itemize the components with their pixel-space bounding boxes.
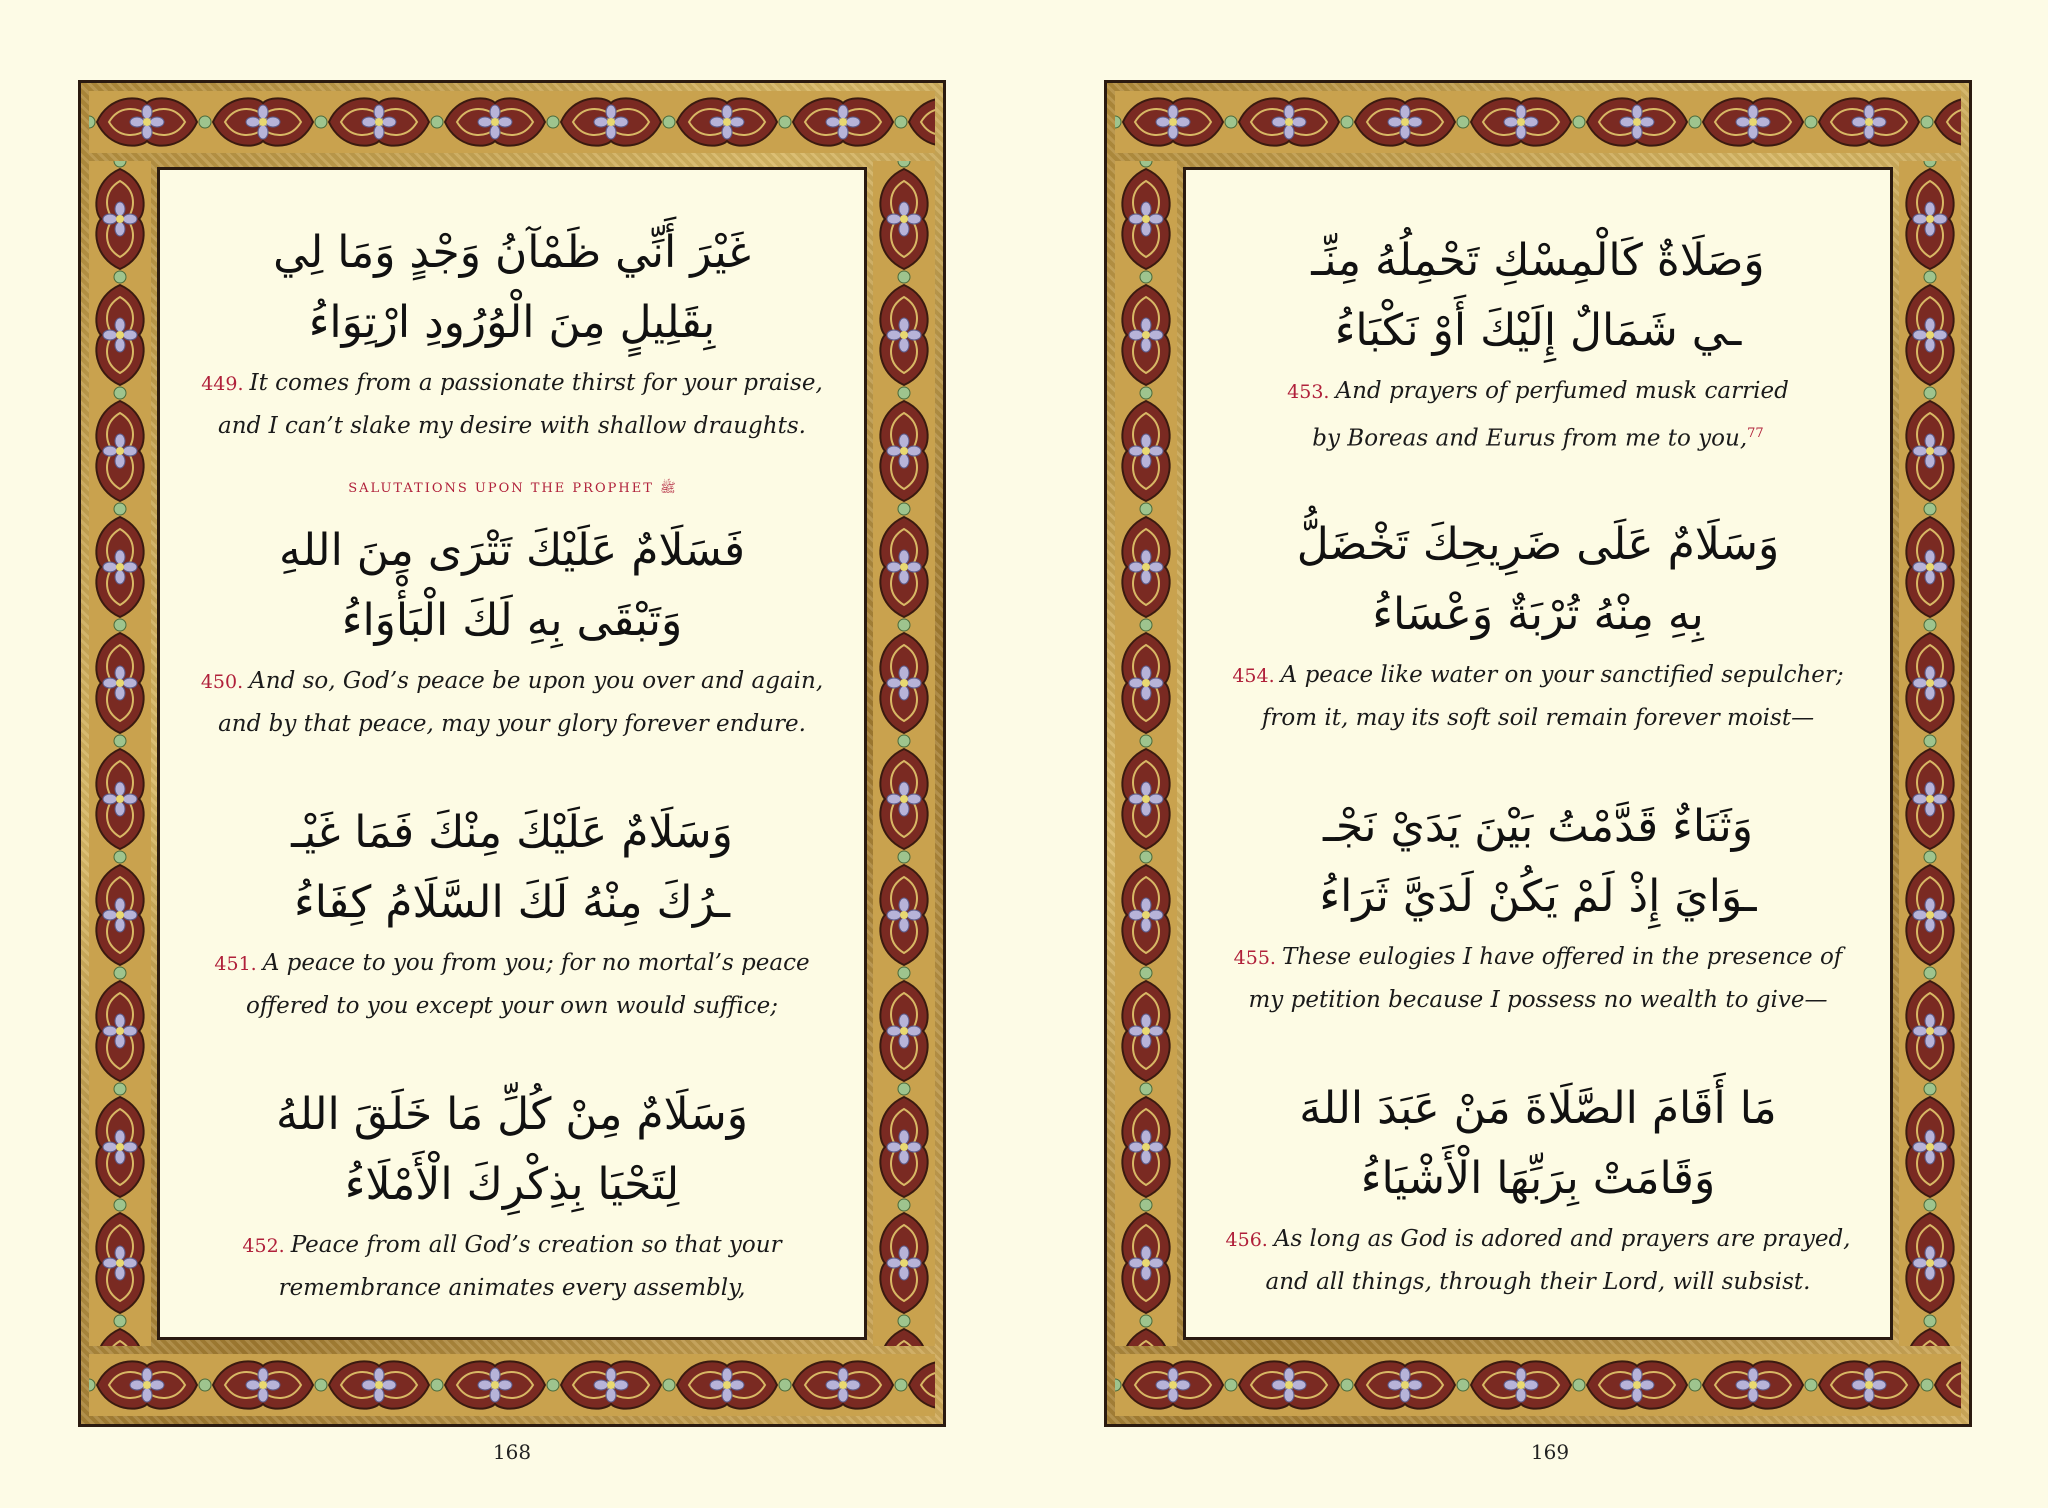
- border-band-top: [89, 91, 935, 153]
- arabic-line: وَقَامَتْ بِرَبِّهَا الْأَشْيَاءُ: [1360, 1153, 1716, 1204]
- verse-454: [1186, 510, 1890, 739]
- section-heading: SALUTATIONS UPON THE PROPHET ﷺ: [348, 481, 676, 496]
- arabic-line: غَيْرَ أَنِّي ظَمْآنُ وَجْدٍ وَمَا لِي: [273, 227, 751, 278]
- ornamental-frame: [1104, 80, 1972, 1427]
- translation-line: 453. And prayers of perfumed musk carried: [1287, 378, 1789, 404]
- arabic-line: ـرُكَ مِنْهُ لَكَ السَّلَامُ كِفَاءُ: [294, 877, 730, 928]
- verse-number: 450.: [200, 671, 244, 693]
- translation-line: from it, may its soft soil remain forever moist—: [1261, 705, 1815, 731]
- arabic-line: وَسَلَامٌ مِنْ كُلِّ مَا خَلَقَ اللهُ: [275, 1089, 749, 1140]
- verse-449: [160, 218, 864, 447]
- translation-line: 451. A peace to you from you; for no mortal’s peace: [214, 950, 810, 976]
- arabic-line: ـي شَمَالٌ إِلَيْكَ أَوْ نَكْبَاءُ: [1334, 305, 1742, 356]
- arabic-line: وَتَبْقَى بِهِ لَكَ الْبَأْوَاءُ: [341, 595, 683, 646]
- arabic-line: وَثَنَاءٌ قَدَّمْتُ بَيْنَ يَدَيْ نَجْـ: [1322, 801, 1754, 852]
- verse-453: [1186, 226, 1890, 460]
- page-number: 169: [1530, 1440, 1570, 1464]
- translation-line: 449. It comes from a passionate thirst for your praise,: [201, 370, 823, 396]
- verse-number: 449.: [201, 373, 244, 395]
- footnote-marker[interactable]: 77: [1747, 426, 1764, 441]
- verse-number: 456.: [1225, 1229, 1268, 1251]
- verse-451: [160, 798, 864, 1027]
- verse-number: 451.: [214, 953, 257, 975]
- ornamental-frame: [78, 80, 946, 1427]
- arabic-line: وَسَلَامٌ عَلَيْكَ مِنْكَ فَمَا غَيْـ: [291, 807, 733, 858]
- verse-456: [1186, 1074, 1890, 1303]
- translation-line: 455. These eulogies I have offered in the presence of: [1233, 944, 1843, 970]
- arabic-line: ـوَايَ إِذْ لَمْ يَكُنْ لَدَيَّ ثَرَاءُ: [1319, 871, 1757, 922]
- verse-455: [1186, 792, 1890, 1021]
- arabic-line: لِتَحْيَا بِذِكْرِكَ الْأَمْلَاءُ: [344, 1159, 680, 1210]
- translation-line: and I can’t slake my desire with shallow draughts.: [218, 413, 806, 439]
- translation-line: my petition because I possess no wealth to give—: [1248, 987, 1828, 1013]
- translation-line: remembrance animates every assembly,: [278, 1275, 746, 1301]
- arabic-line: وَصَلَاةٌ كَالْمِسْكِ تَحْمِلُهُ مِنِّـ: [1311, 235, 1765, 286]
- verse-452: [160, 1080, 864, 1309]
- translation-line: and by that peace, may your glory forever endure.: [218, 711, 806, 737]
- border-band-right: [873, 161, 935, 1346]
- right-page: [1024, 0, 2048, 1508]
- page-number: 168: [492, 1440, 532, 1464]
- border-band-left: [1115, 161, 1177, 1346]
- arabic-line: فَسَلَامٌ عَلَيْكَ تَتْرَى مِنَ اللهِ: [279, 525, 745, 576]
- verse-number: 452.: [242, 1235, 285, 1257]
- arabic-line: بِهِ مِنْهُ تُرْبَةٌ وَعْسَاءُ: [1372, 589, 1704, 640]
- text-panel: [157, 167, 867, 1340]
- translation-line: 456. As long as God is adored and prayers are prayed,: [1225, 1226, 1851, 1252]
- translation-line: and all things, through their Lord, will subsist.: [1265, 1269, 1811, 1295]
- verse-450: [160, 516, 864, 745]
- verse-number: 453.: [1287, 381, 1330, 403]
- verse-number: 454.: [1232, 665, 1275, 687]
- translation-line: 452. Peace from all God’s creation so that your: [242, 1232, 782, 1258]
- border-band-top: [1115, 91, 1961, 153]
- arabic-line: بِقَلِيلٍ مِنَ الْوُرُودِ ارْتِوَاءُ: [308, 297, 716, 348]
- verse-number: 455.: [1233, 947, 1276, 969]
- text-panel: [1183, 167, 1893, 1340]
- border-band-bottom: [89, 1354, 935, 1416]
- arabic-line: مَا أَقَامَ الصَّلَاةَ مَنْ عَبَدَ اللهَ: [1299, 1083, 1777, 1134]
- translation-line: by Boreas and Eurus from me to you,$^{77}$: [1312, 425, 1764, 452]
- arabic-line: وَسَلَامٌ عَلَى ضَرِيحِكَ تَخْضَلُّ: [1296, 519, 1780, 570]
- border-band-right: [1899, 161, 1961, 1346]
- translation-line: 450. And so, God’s peace be upon you over and again,: [200, 668, 824, 694]
- translation-line: offered to you except your own would suffice;: [246, 993, 778, 1019]
- border-band-bottom: [1115, 1354, 1961, 1416]
- translation-line: 454. A peace like water on your sanctified sepulcher;: [1232, 662, 1844, 688]
- border-band-left: [89, 161, 151, 1346]
